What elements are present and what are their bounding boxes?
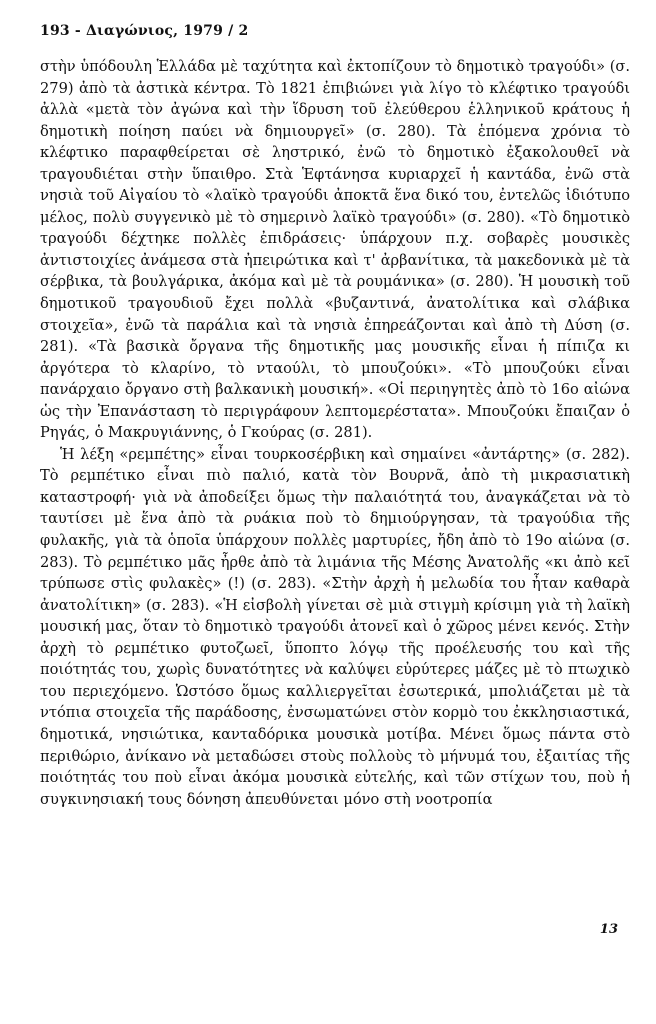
paragraph-1: στὴν ὑπόδουλη Ἑλλάδα μὲ ταχύτητα καὶ ἐκτοπίζουν τὸ δημοτικὸ τραγούδι» (σ. 279) ἀπὸ τὰ ἀστικὰ κέντρα. Τὸ 1821 ἐπιβιώνει γιὰ λίγο τὸ κλέφτικο τραγούδι ἀλλὰ «μετὰ τὸν ἀγώνα καὶ τὴν ἵδρυση τοῦ ἐλεύθερου ἑλληνικοῦ κράτους ἡ δημοτικὴ ποίηση παύει νὰ δημιουργεῖ» (σ. 280). Τὰ ἑπόμενα χρόνια τὸ κλέφτικο παραφθείρεται σὲ ληστρικό, ἐνῶ τὸ δημοτικὸ ἐξακολουθεῖ νὰ τραγουδιέται στὴν ὕπαιθρο. Στὰ Ἑφτάνησα κυριαρχεῖ ἡ καντάδα, ἐνῶ στὰ νησιὰ τοῦ Αἰγαίου τὸ «λαϊκὸ τραγούδι ἀποκτᾶ ἕνα δικό του, ἐντελῶς ἰδιότυπο μέλος, πολὺ συγγενικὸ μὲ τὸ σημερινὸ λαϊκὸ τραγούδι» (σ. 280). «Τὸ δημοτικὸ τραγούδι δέχτηκε πολλὲς ἐπιδράσεις· ὑπάρχουν π.χ. σοβαρὲς μουσικὲς ἀντιστοιχίες ἀνάμεσα στὰ ἠπειρώτικα καὶ τ' ἀρβανίτικα, τὰ μακεδονικὰ μὲ τὰ σέρβικα, τὰ βουλγάρικα, ἀκόμα καὶ μὲ τὰ ρουμάνικα» (σ. 280). Ἡ μουσικὴ τοῦ δημοτικοῦ τραγουδιοῦ ἔχει πολλὰ «βυζαντινά, ἀνατολίτικα καὶ σλάβικα στοιχεῖα», ἐνῶ τὰ παράλια καὶ τὰ νησιὰ ἐπηρεάζονται καὶ ἀπὸ τὴ Δύση (σ. 281). «Τὰ βασικὰ ὄργανα τῆς δημοτικῆς μας μουσικῆς εἶναι ἡ πίπιζα κι ἀργότερα τὸ κλαρίνο, τὸ νταούλι, τὸ μπουζούκι». «Τὸ μπουζούκι εἶναι πανάρχαιο ὄργανο στὴ βαλκανικὴ μουσική». «Οἱ περιηγητὲς ἀπὸ τὸ 16ο αἰώνα ὡς τὴν Ἐπανάσταση τὸ περιγράφουν λεπτομερέστατα». Μπουζούκι ἔπαιζαν ὁ Ρηγάς, ὁ Μακρυγιάννης, ὁ Γκούρας (σ. 281). — [40, 58, 630, 442]
article-body — [40, 56, 630, 810]
paragraph-2: Ἡ λέξη «ρεμπέτης» εἶναι τουρκοσέρβικη καὶ σημαίνει «ἀντάρτης» (σ. 282). Τὸ ρεμπέτικο εἶναι πιὸ παλιό, κατὰ τὸν Βουρνᾶ, ἀπὸ τὴ μικρασιατικὴ καταστροφή· γιὰ νὰ ἀποδείξει ὅμως τὴν παλαιότητά του, ἀναγκάζεται νὰ τὸ ταυτίσει μὲ ἕνα ἀπὸ τὰ ρυάκια ποὺ τὸ δημιούργησαν, τὰ τραγούδια τῆς φυλακῆς, γιὰ τὰ ὁποῖα ὑπάρχουν πολλὲς μαρτυρίες, ἤδη ἀπὸ τὸ 19ο αἰώνα (σ. 283). Τὸ ρεμπέτικο μᾶς ἦρθε ἀπὸ τὰ λιμάνια τῆς Μέσης Ἀνατολῆς «κι ἀπὸ κεῖ τρύπωσε στὶς φυλακὲς» (!) (σ. 283). «Στὴν ἀρχὴ ἡ μελωδία του ἦταν καθαρὰ ἀνατολίτικη» (σ. 283). «Ἡ εἰσβολὴ γίνεται σὲ μιὰ στιγμὴ κρίσιμη γιὰ τὴ λαϊκὴ μουσική μας, ὅταν τὸ δημοτικὸ τραγούδι ἀτονεῖ καὶ ὁ χῶρος μένει κενός. Στὴν ἀρχὴ τὸ ρεμπέτικο φυτοζωεῖ, ὕποπτο λόγῳ τῆς προέλευσής του καὶ τῆς ποιότητάς του, χωρὶς δυνατότητες νὰ καλύψει εὐρύτερες μάζες μὲ τὸ πτωχικὸ του περιεχόμενο. Ὡστόσο ὅμως καλλιεργεῖται ἐσωτερικά, μπολιάζεται μὲ τὰ ντόπια στοιχεῖα τῆς παράδοσης, ἐνσωματώνει στὸν κορμὸ του ἐκκλησιαστικά, δημοτικά, νησιώτικα, κανταδόρικα μουσικὰ μοτίβα. Μένει ὅμως πάντα στὸ περιθώριο, ἀνίκανο νὰ μεταδώσει στοὺς πολλοὺς τὸ μήνυμά του, ἐξαιτίας τῆς ποιότητάς του ποὺ εἶναι ἀκόμα μουσικὰ εὐτελής, καὶ τῶν στίχων του, ποὺ ἡ συγκινησιακή τους δόνηση ἀπευθύνεται μόνο στὴ νοοτροπία — [40, 445, 630, 808]
document-page — [40, 22, 630, 1012]
page-number: 13 — [599, 922, 618, 937]
running-head: 193 - Διαγώνιος, 1979 / 2 — [40, 23, 249, 39]
